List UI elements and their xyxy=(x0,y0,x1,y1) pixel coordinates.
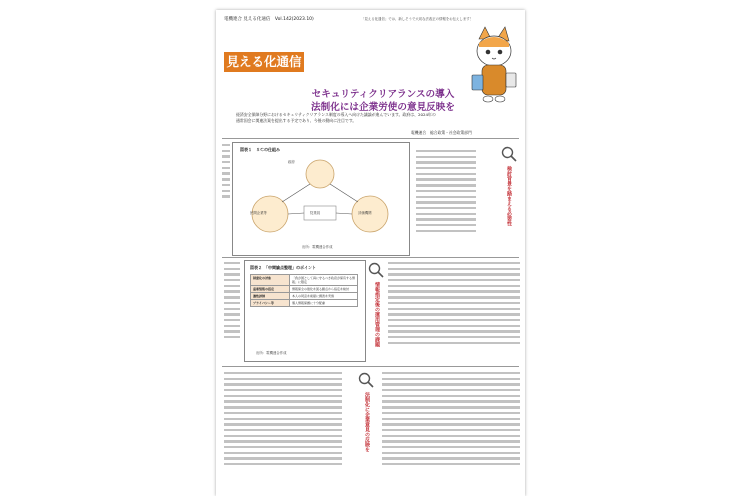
figure-1-node-3: 従業員 xyxy=(310,211,321,215)
table-row xyxy=(251,293,358,300)
newsletter-header: 電機連合 見える化通信 Vol.142(2023.10) xyxy=(224,17,314,22)
article-text-block xyxy=(224,262,240,358)
table-cell: 制度化の対象 xyxy=(251,275,290,286)
figure-2-title: 図表２ 「中間論点整理」のポイント xyxy=(250,265,316,270)
headline-line-2: 法制化には企業労使の意見反映を xyxy=(311,102,455,113)
page-title: 見える化通信 xyxy=(224,52,304,72)
article-text-block xyxy=(416,150,476,250)
newsletter-page xyxy=(216,10,525,496)
section-heading-1: 検討背景を踏まえる必要性 xyxy=(506,166,512,226)
table-cell: 重要情報の指定 xyxy=(251,286,290,293)
lead-paragraph: 経済安全保障分野におけるセキュリティクリアランス制度の導入へ向けた議論が進んでいます。政府は、2024年の通常国会に関連法案を提出する予定であり、今後の動向に注目です。 xyxy=(236,112,436,123)
table-cell: 「我が国として真に守るべき政府が保有する情報」に限定 xyxy=(290,275,358,286)
figure-1-diagram xyxy=(240,156,400,242)
figure-1-node-0: 政府 xyxy=(288,160,295,164)
section-heading-2: 情報指定後の運用管理の課題 xyxy=(374,282,380,347)
magnifier-icon xyxy=(358,372,374,388)
headline-line-1: セキュリティクリアランスの導入 xyxy=(311,89,455,100)
table-cell: プライバシー等 xyxy=(251,300,290,307)
table-cell: 情報保全の強化を図る観点から指定を検討 xyxy=(290,286,358,293)
table-row xyxy=(251,286,358,293)
headline xyxy=(288,88,478,114)
figure-1-source: 出所：電機連合作成 xyxy=(302,245,333,249)
magnifier-icon xyxy=(368,262,384,278)
cat-mascot-illustration xyxy=(469,25,519,113)
lower-divider xyxy=(222,366,519,367)
mid-divider xyxy=(222,257,519,258)
magnifier-icon xyxy=(501,146,517,162)
table-row xyxy=(251,300,358,307)
table-cell: 個人情報保護に十分配慮 xyxy=(290,300,358,307)
table-row xyxy=(251,275,358,286)
figure-1-node-2: 評価機関 xyxy=(358,211,372,215)
figure-2-table xyxy=(250,274,358,307)
table-cell: 適性評価 xyxy=(251,293,290,300)
header-note: 「見える化通信」では、新しそうで大切な法改正の情報をお伝えします！ xyxy=(361,17,473,21)
article-text-block xyxy=(388,262,520,362)
author-org: 電機連合 総合政策・社会政策部門 xyxy=(411,130,472,135)
article-text-block xyxy=(222,144,230,254)
article-text-block xyxy=(224,372,342,490)
figure-2-source: 出所：電機連合作成 xyxy=(256,351,287,355)
table-cell: 本人の同意を前提に調査を実施 xyxy=(290,293,358,300)
top-divider xyxy=(222,138,519,139)
figure-1-node-1: 民間企業等 xyxy=(250,211,267,215)
section-heading-3: 法制化に企業意見の反映を xyxy=(364,392,370,452)
article-text-block xyxy=(382,372,520,490)
figure-1-title: 図表１ ＳＣの仕組み xyxy=(240,147,280,152)
